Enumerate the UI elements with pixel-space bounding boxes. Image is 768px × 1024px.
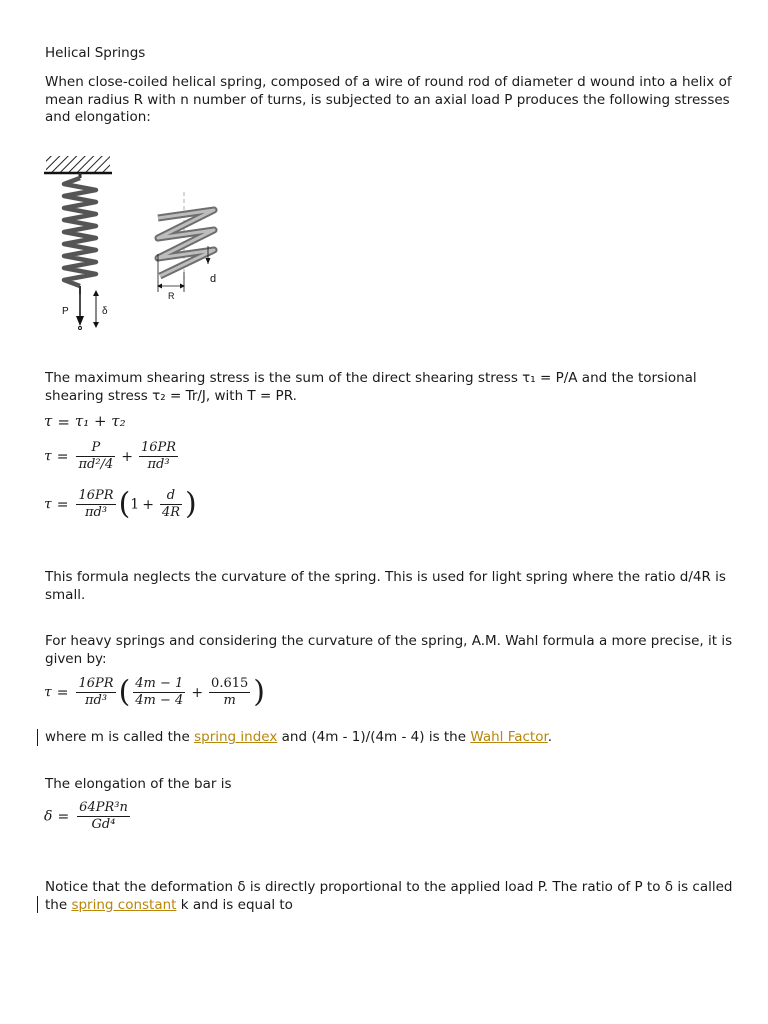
fixed-support-hatch bbox=[46, 156, 110, 172]
deflection-label: δ bbox=[102, 306, 108, 317]
where-suffix: . bbox=[547, 729, 553, 745]
equation-wahl: τ = $\frac{16PR}{\text{πd³}}$ ( $\frac{4m - 1}{4m - 4}$ + $\frac{0.615}{m}$ ) bbox=[44, 674, 265, 710]
notice-paragraph bbox=[45, 879, 735, 914]
text-cursor-2 bbox=[37, 896, 38, 913]
equation-total-stress: τ = τ₁ + τ₂ bbox=[44, 412, 126, 431]
eq3-lhs: τ bbox=[44, 496, 52, 513]
eq4-b-num: 0.615 bbox=[211, 676, 249, 691]
where-prefix: where m is called the bbox=[45, 729, 195, 745]
eq3-den: πd³ bbox=[84, 505, 108, 520]
eq2-t2-den: πd³ bbox=[147, 457, 170, 472]
heavy-springs-paragraph: For heavy springs and considering the curvature of the spring, A.M. Wahl formula a more precise, it is given by: bbox=[45, 633, 733, 667]
elongation-paragraph: The elongation of the bar is bbox=[45, 776, 232, 792]
equation-elongation: δ = $\frac{\text{64PR³n}}{\text{Gd⁴}}$ bbox=[44, 800, 128, 832]
hanging-spring-coil bbox=[64, 178, 96, 286]
notice-suffix: k and is equal to bbox=[176, 896, 293, 913]
eq5-fraction bbox=[77, 800, 130, 833]
diameter-label: d bbox=[210, 273, 217, 285]
helical-spring-figure bbox=[44, 154, 244, 334]
eq3-num: 16PR bbox=[78, 488, 114, 503]
where-middle: and (4m - 1)/(4m - 4) is the bbox=[277, 729, 471, 745]
eq5-lhs: δ bbox=[44, 808, 53, 825]
radius-label: R bbox=[168, 291, 175, 301]
wahl-factor-link[interactable]: Wahl Factor bbox=[470, 729, 548, 745]
neglects-curvature-paragraph: This formula neglects the curvature of the spring. This is used for light spring where the ratio d/4R is small. bbox=[45, 569, 726, 603]
equation-shear-expanded: τ = $\frac{P}{\text{πd²/4}}$ + $\frac{16PR}{\text{πd³}}$ bbox=[44, 440, 177, 472]
page-heading: Helical Springs bbox=[45, 45, 146, 61]
spring-index-link[interactable]: spring index bbox=[194, 729, 278, 745]
eq4-wahl-fraction bbox=[133, 676, 185, 709]
eq2-t1-num: P bbox=[76, 440, 115, 457]
intro-paragraph: When close-coiled helical spring, composed of a wire of round rod of diameter d wound into a helix of mean radius R with n number of turns, is subjected to an axial load P produces the following stresses and elongation: bbox=[45, 74, 732, 126]
load-label: P bbox=[62, 306, 69, 317]
eq4-den: πd³ bbox=[84, 693, 108, 708]
eq4-a-num: 4m − 1 bbox=[135, 676, 184, 691]
eq1-lhs: τ bbox=[44, 412, 53, 430]
eq4-a-den: 4m − 4 bbox=[135, 693, 184, 708]
eq4-b-den: m bbox=[223, 693, 236, 708]
where-m-paragraph bbox=[45, 729, 735, 747]
eq4-correction-fraction bbox=[209, 676, 250, 709]
eq2-t1-den: πd²/4 bbox=[78, 457, 114, 472]
eq3-inner-den: 4R bbox=[161, 505, 180, 520]
eq5-den: Gd⁴ bbox=[91, 817, 116, 832]
eq4-lhs: τ bbox=[44, 684, 52, 701]
eq1-rhs: τ₁ + τ₂ bbox=[74, 412, 126, 430]
eq2-t2-num: 16PR bbox=[140, 440, 177, 455]
equation-shear-factored: τ = $\frac{16PR}{\text{πd³}}$ (1 + $\frac{d}{4R}$ ) bbox=[44, 486, 197, 522]
text-cursor bbox=[37, 729, 38, 746]
eq3-fraction bbox=[76, 488, 115, 521]
eq2-fraction-direct bbox=[76, 440, 115, 473]
spring-constant-link[interactable]: spring constant bbox=[71, 896, 177, 913]
eq5-num: 64PR³n bbox=[79, 800, 128, 815]
eq3-inner-fraction bbox=[160, 488, 182, 521]
notice-prefix: Notice that the deformation δ is directly proportional to the applied load P. The ratio of P to δ is called the bbox=[45, 879, 733, 913]
eq4-num: 16PR bbox=[78, 676, 114, 691]
max-shear-paragraph: The maximum shearing stress is the sum of the direct shearing stress τ₁ = P/A and the torsional shearing stress τ₂ = Tr/J, with T = PR. bbox=[45, 370, 697, 404]
eq2-lhs: τ bbox=[44, 448, 52, 465]
eq3-inner-num: d bbox=[160, 488, 182, 505]
eq3-one: 1 bbox=[130, 496, 140, 513]
eq2-fraction-torsion bbox=[139, 440, 178, 473]
eq4-fraction bbox=[76, 676, 115, 709]
